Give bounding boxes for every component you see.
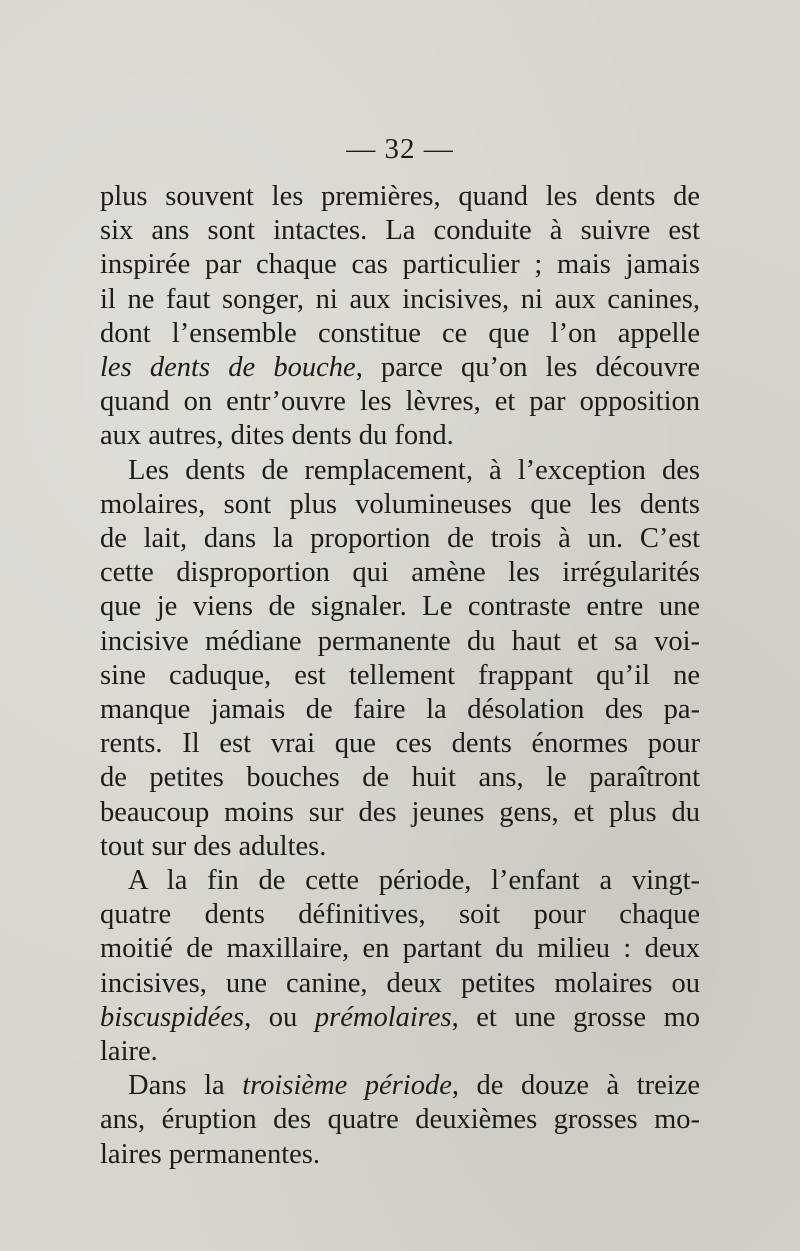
text-line: rents. Il est vrai que ces dents énormes pour	[100, 728, 700, 760]
text-line: plus souvent les premières, quand les dents de	[100, 181, 700, 212]
text-line: de petites bouches de huit ans, le paraîtront	[100, 762, 700, 794]
text-line: beaucoup moins sur des jeunes gens, et plus du	[100, 796, 700, 828]
text-line: les dents de bouche, parce qu’on les découvre	[100, 352, 700, 384]
text-line: laires permanentes.	[100, 1138, 320, 1170]
text-line: moitié de maxillaire, en partant du milieu : deux	[100, 933, 700, 965]
italic-term: troisième période	[242, 1070, 452, 1102]
text-line: biscuspidées, ou prémolaires, et une grosse mo	[100, 1001, 700, 1033]
text-line: que je viens de signaler. Le contraste entre une	[100, 591, 700, 623]
text-line: incisive médiane permanente du haut et sa voi-	[100, 625, 700, 657]
text-line: quatre dents définitives, soit pour chaque	[100, 899, 700, 931]
text-line: sine caduque, est tellement frappant qu’il ne	[100, 659, 700, 691]
text-line: A la fin de cette période, l’enfant a vingt-	[128, 865, 700, 897]
body-text	[100, 180, 700, 1172]
italic-term: prémolaires	[314, 1001, 452, 1033]
text-line: six ans sont intactes. La conduite à suivre est	[100, 215, 700, 247]
text-line: Dans la troisième période, de douze à treize	[128, 1070, 701, 1102]
text-line: cette disproportion qui amène les irrégularités	[100, 557, 700, 589]
text-line: Les dents de remplacement, à l’exception des	[128, 454, 700, 486]
text-line: incisives, une canine, deux petites molaires ou	[100, 967, 700, 999]
page-number: — 32 —	[346, 133, 454, 165]
text-line: dont l’ensemble constitue ce que l’on appelle	[100, 317, 700, 349]
text-line: laire.	[100, 1036, 158, 1068]
text-line: molaires, sont plus volumineuses que les dents	[100, 488, 700, 520]
text-line: de lait, dans la proportion de trois à un. C’est	[100, 523, 700, 555]
text-line: quand on entr’ouvre les lèvres, et par opposition	[100, 386, 700, 418]
text-line: manque jamais de faire la désolation des pa-	[100, 694, 700, 726]
text-line: aux autres, dites dents du fond.	[100, 420, 454, 452]
text-line: inspirée par chaque cas particulier ; mais jamais	[100, 249, 700, 281]
italic-phrase: les dents de bouche	[100, 352, 356, 384]
italic-term: biscuspidées	[100, 1001, 245, 1033]
text-line: tout sur des adultes.	[100, 830, 327, 862]
text-line: ans, éruption des quatre deuxièmes grosses mo-	[100, 1104, 700, 1136]
text-line: il ne faut songer, ni aux incisives, ni aux canines,	[100, 283, 700, 315]
